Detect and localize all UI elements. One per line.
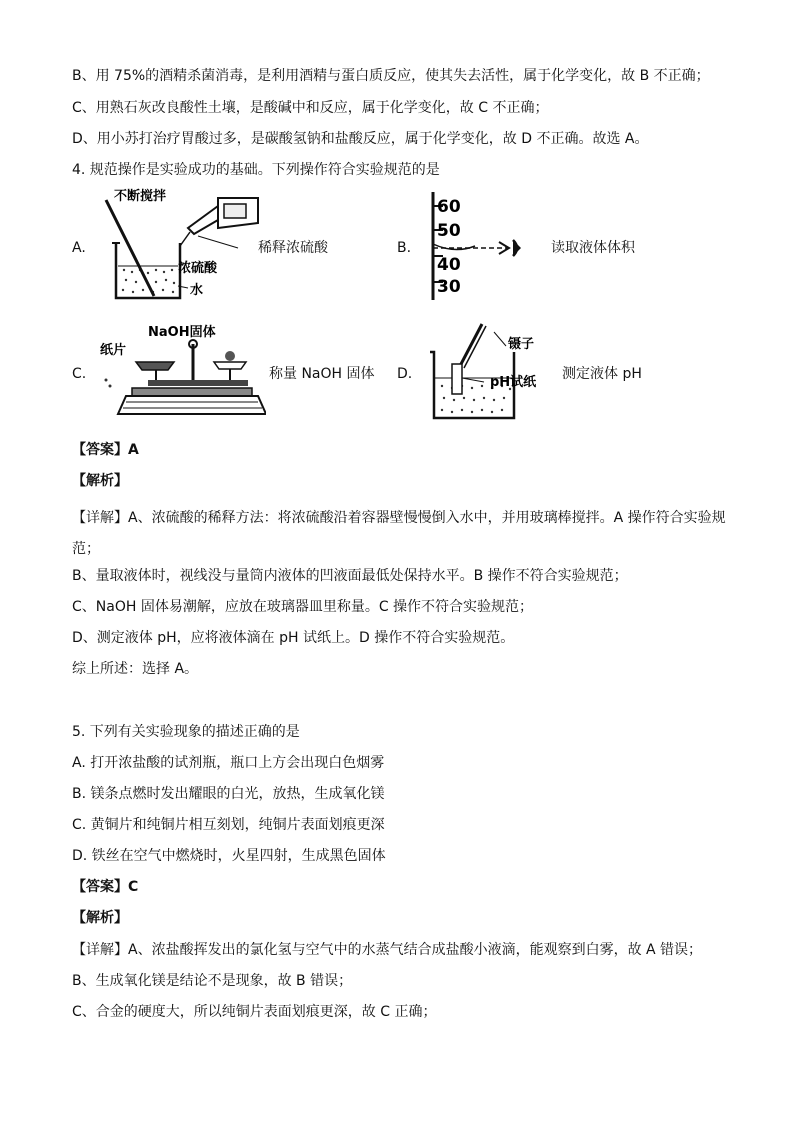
- figure-d-label-tweezers: 镊子: [508, 337, 535, 352]
- paragraph-d: D、用小苏打治疗胃酸过多，是碳酸氢钠和盐酸反应，属于化学变化，故 D 不正确。故选 A。: [72, 131, 649, 147]
- figure-d-letter: D.: [397, 366, 413, 382]
- figure-a-caption: 稀释浓硫酸: [258, 240, 328, 256]
- question-4-answer: 【答案】A: [72, 442, 139, 458]
- figure-a-letter: A.: [72, 240, 86, 256]
- question-4-detail-c: C、NaOH 固体易潮解，应放在玻璃器皿里称量。C 操作不符合实验规范；: [72, 599, 534, 615]
- figure-c-letter: C.: [72, 366, 87, 382]
- tick-50: 50: [437, 221, 461, 241]
- question-4-analysis-heading: 【解析】: [72, 473, 128, 489]
- figure-a-label-acid: 浓硫酸: [178, 261, 218, 276]
- question-5-answer: 【答案】C: [72, 879, 139, 895]
- question-4-detail-b: B、量取液体时，视线没与量筒内液体的凹液面最低处保持水平。B 操作不符合实验规范；: [72, 568, 628, 584]
- figure-d-label-ph-paper: pH试纸: [490, 375, 537, 390]
- question-4-detail-a: 【详解】A、浓硫酸的稀释方法：将浓硫酸沿着容器壁慢慢倒入水中，并用玻璃棒搅拌。A 操作符合实验规范；: [72, 510, 726, 557]
- figure-c-label-solid: NaOH固体: [148, 325, 216, 340]
- question-5-stem: 5. 下列有关实验现象的描述正确的是: [72, 724, 300, 740]
- figure-a-label-stir: 不断搅拌: [114, 189, 167, 204]
- question-5-option-a: A. 打开浓盐酸的试剂瓶，瓶口上方会出现白色烟雾: [72, 755, 385, 771]
- question-5-option-b: B. 镁条点燃时发出耀眼的白光，放热，生成氧化镁: [72, 786, 385, 802]
- question-5-analysis-heading: 【解析】: [72, 910, 128, 926]
- figure-b-read-volume: [425, 190, 555, 302]
- question-5-detail-b: B、生成氧化镁是结论不是现象，故 B 错误；: [72, 973, 353, 989]
- figure-b-caption: 读取液体体积: [551, 240, 635, 256]
- question-5-detail-c: C、合金的硬度大，所以纯铜片表面划痕更深，故 C 正确；: [72, 1004, 437, 1020]
- figure-c-label-paper: 纸片: [100, 343, 127, 358]
- question-5-option-c: C. 黄铜片和纯铜片相互刻划，纯铜片表面划痕更深: [72, 817, 385, 833]
- paragraph-c: C、用熟石灰改良酸性土壤，是酸碱中和反应，属于化学变化，故 C 不正确；: [72, 100, 549, 116]
- tick-30: 30: [437, 277, 461, 297]
- figure-c-caption: 称量 NaOH 固体: [269, 366, 375, 382]
- tick-40: 40: [437, 255, 461, 275]
- question-4-detail-d: D、测定液体 pH，应将液体滴在 pH 试纸上。D 操作不符合实验规范。: [72, 630, 515, 646]
- question-4-stem: 4. 规范操作是实验成功的基础。下列操作符合实验规范的是: [72, 162, 440, 178]
- figure-d-caption: 测定液体 pH: [562, 366, 642, 382]
- figure-d-measure-ph: [424, 318, 554, 424]
- figure-a-label-water: 水: [190, 283, 204, 298]
- figure-c-weigh-solid: [96, 322, 266, 420]
- question-5-option-d: D. 铁丝在空气中燃烧时，火星四射，生成黑色固体: [72, 848, 386, 864]
- figure-b-letter: B.: [397, 240, 412, 256]
- question-5-detail-a: 【详解】A、浓盐酸挥发出的氯化氢与空气中的水蒸气结合成盐酸小液滴，能观察到白雾，故 A 错误；: [72, 942, 703, 958]
- tick-60: 60: [437, 197, 461, 217]
- question-4-summary: 综上所述：选择 A。: [72, 661, 199, 677]
- paragraph-b: B、用 75%的酒精杀菌消毒，是利用酒精与蛋白质反应，使其失去活性，属于化学变化，故 B 不正确；: [72, 68, 710, 84]
